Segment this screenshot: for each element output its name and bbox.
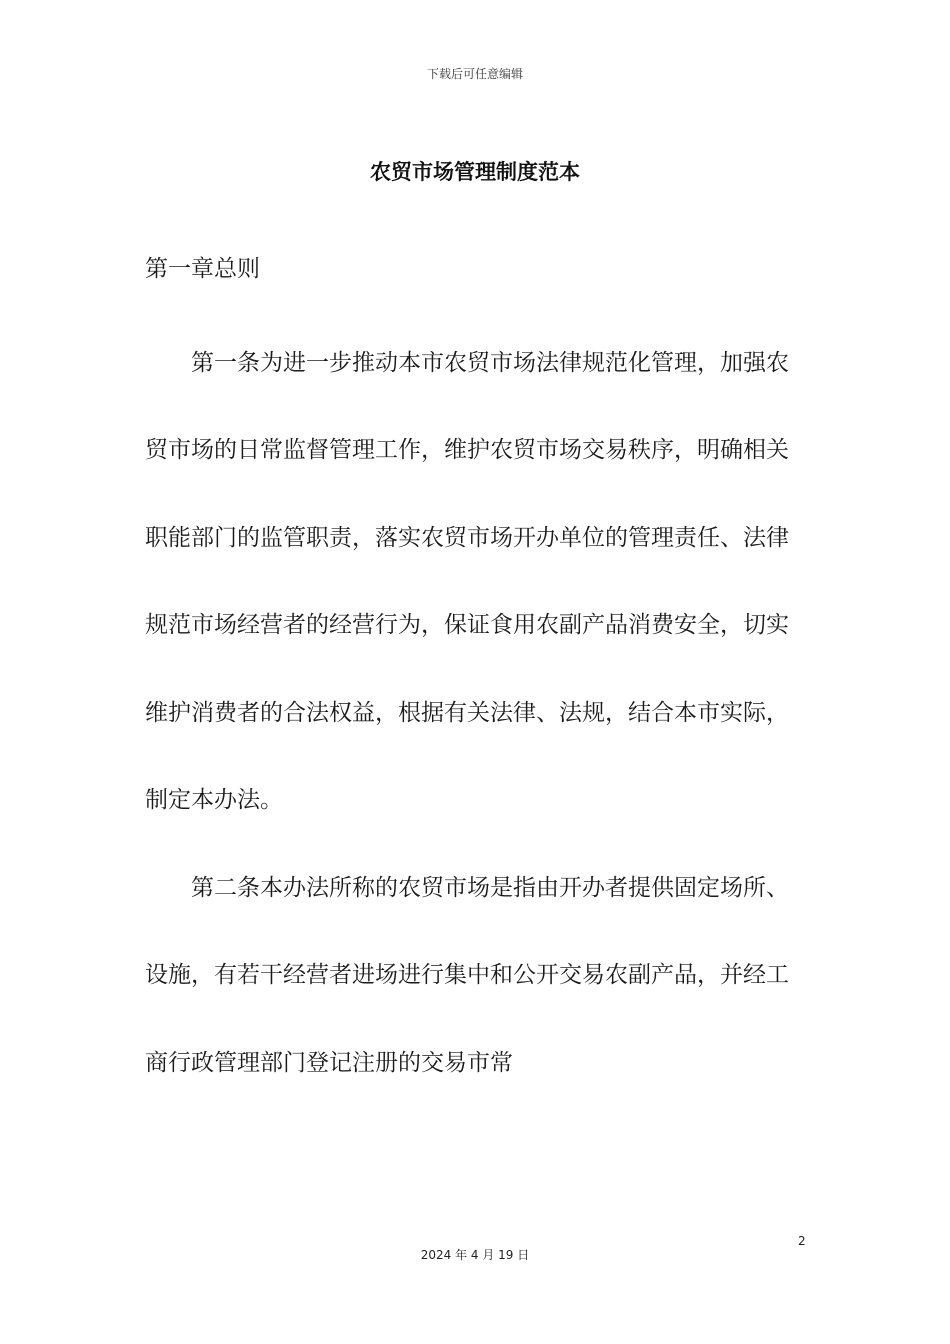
- page-number: 2: [798, 1234, 806, 1248]
- paragraph-line: 规范市场经营者的经营行为，保证食用农副产品消费安全，切实: [145, 612, 789, 639]
- paragraph-line: 商行政管理部门登记注册的交易市常: [145, 1049, 513, 1076]
- paragraph-line: 制定本办法。: [145, 786, 283, 813]
- paragraph-line: 贸市场的日常监督管理工作，维护农贸市场交易秩序，明确相关: [145, 437, 789, 464]
- paragraph-line: 职能部门的监管职责，落实农贸市场开办单位的管理责任、法律: [145, 524, 789, 551]
- document-title: 农贸市场管理制度范本: [370, 160, 580, 184]
- page-header: 下载后可任意编辑: [426, 67, 523, 81]
- footer-date: 2024 年 4 月 19 日: [420, 1248, 530, 1262]
- paragraph-line: 第一条为进一步推动本市农贸市场法律规范化管理，加强农: [191, 350, 789, 376]
- article-1-paragraph: [145, 320, 795, 844]
- article-2-paragraph: [145, 845, 795, 1107]
- paragraph-line: 第二条本办法所称的农贸市场是指由开办者提供固定场所、: [191, 875, 789, 901]
- paragraph-line: 维护消费者的合法权益，根据有关法律、法规，结合本市实际，: [145, 699, 789, 726]
- chapter-heading: 第一章总则: [145, 256, 260, 282]
- paragraph-line: 设施，有若干经营者进场进行集中和公开交易农副产品，并经工: [145, 962, 789, 989]
